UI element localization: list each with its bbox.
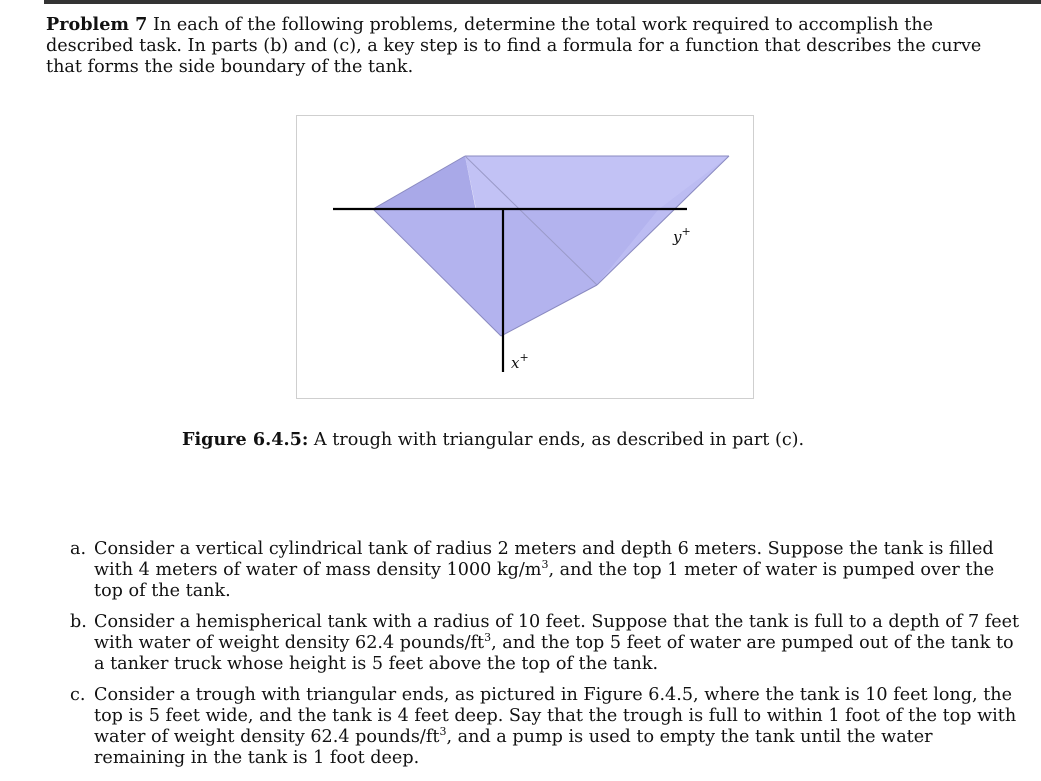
x-axis-label: x+	[511, 351, 529, 372]
part-text: Consider a trough with triangular ends, as pictured in Figure 6.4.5, where the tank is 10 feet long, the top is 5 feet wide, and the tank is 4 feet deep. Say that the trough is full to within 1 foot of the top with water of weight density 62.4 pounds/$ft^3$, and a pump is used to empty the tank until the water remaining in the tank is 1 foot deep.	[94, 685, 1017, 768]
caption-label: Figure 6.4.5:	[182, 429, 309, 450]
figure-caption	[182, 429, 882, 451]
problem-parts	[70, 539, 1020, 779]
problem-statement	[46, 14, 1018, 78]
part-marker: c.	[70, 685, 86, 705]
caption-text: A trough with triangular ends, as described in part (c).	[313, 430, 805, 450]
figure-trough	[296, 115, 754, 399]
part-b	[70, 612, 1020, 675]
part-text: Consider a hemispherical tank with a radius of 10 feet. Suppose that the tank is full to a depth of 7 feet with water of weight density 62.4 pounds/$ft^3$, and the top 5 feet of water are pumped out of the tank to a tanker truck whose height is 5 feet above the top of the tank.	[94, 612, 1020, 674]
trough-diagram	[297, 116, 755, 400]
trough-side-face	[373, 209, 659, 336]
part-marker: a.	[70, 539, 87, 559]
problem-label: Problem 7	[46, 14, 148, 35]
problem-text: In each of the following problems, determine the total work required to accomplish the described task. In parts (b) and (c), a key step is to find a formula for a function that describes the curve that forms the side boundary of the tank.	[46, 15, 982, 77]
part-text: Consider a vertical cylindrical tank of radius 2 meters and depth 6 meters. Suppose the tank is filled with 4 meters of water of mass density 1000 $kg/m^3$, and the top 1 meter of water is pumped over the top of the tank.	[94, 539, 995, 601]
top-rule	[44, 0, 1041, 4]
y-axis-label: y+	[673, 225, 691, 246]
part-c	[70, 685, 1020, 769]
part-a	[70, 539, 1020, 602]
part-marker: b.	[70, 612, 87, 632]
